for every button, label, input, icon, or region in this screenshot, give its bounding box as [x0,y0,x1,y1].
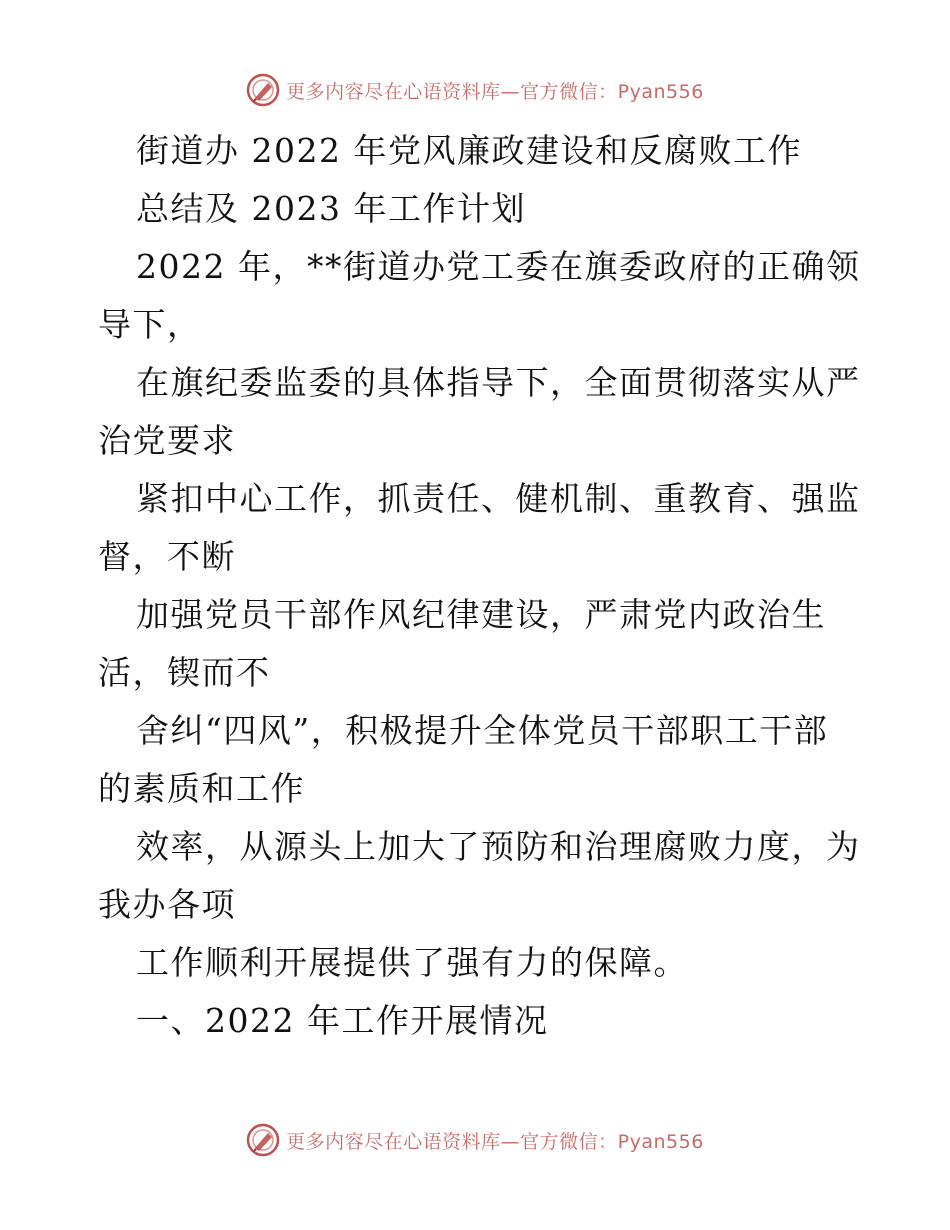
paragraph-line: 紧扣中心工作，抓责任、健机制、重教育、强监 [136,479,861,518]
watermark-text: 更多内容尽在心语资料库—官方微信：Pyan556 [286,80,704,103]
footer-watermark [0,1120,950,1160]
paragraph-line: 我办各项 [98,885,236,924]
document-body [98,122,861,1050]
paragraph-line: 在旗纪委监委的具体指导下，全面贯彻落实从严 [136,363,861,402]
paragraph-line: 治党要求 [98,421,236,460]
paragraph-line: 2022 年，**街道办党工委在旗委政府的正确领 [136,247,861,286]
paragraph-line: 督，不断 [98,537,236,576]
pen-logo-icon [246,73,280,107]
section-heading: 一、2022 年工作开展情况 [136,1001,549,1040]
paragraph-line: 加强党员干部作风纪律建设，严肃党内政治生 [136,595,826,634]
paragraph-line: 活，锲而不 [98,653,271,692]
paragraph-line: 效率，从源头上加大了预防和治理腐败力度，为 [136,827,861,866]
pen-logo-icon [246,1123,280,1157]
header-watermark [0,70,950,110]
paragraph-line: 的素质和工作 [98,769,305,808]
title-line-1: 街道办 2022 年党风廉政建设和反腐败工作 [136,131,802,170]
title-line-2: 总结及 2023 年工作计划 [136,189,526,228]
paragraph-line: 工作顺利开展提供了强有力的保障。 [136,943,688,982]
watermark-text: 更多内容尽在心语资料库—官方微信：Pyan556 [286,1130,704,1153]
paragraph-line: 舍纠“四风”，积极提升全体党员干部职工干部 [136,711,829,750]
paragraph-line: 导下， [98,305,202,344]
